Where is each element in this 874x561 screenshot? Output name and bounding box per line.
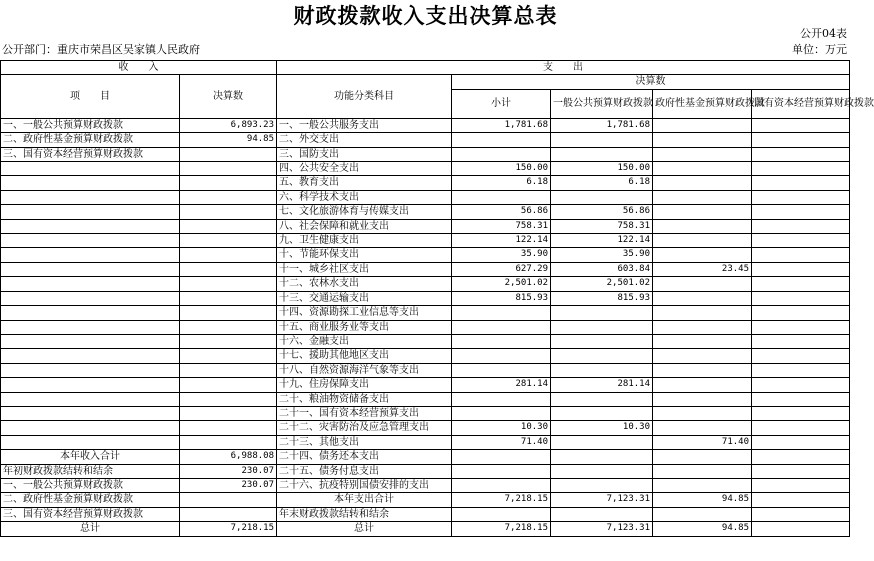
income-value-cell: 230.07 — [180, 478, 277, 492]
table-row — [1, 507, 850, 521]
subtotal-cell: 281.14 — [452, 378, 551, 392]
gov-fund-cell — [653, 349, 752, 363]
subtotal-cell: 758.31 — [452, 219, 551, 233]
income-value-cell — [180, 234, 277, 248]
gov-fund-header: 政府性基金预算财政拨款 — [653, 89, 752, 118]
subtotal-cell: 2,501.02 — [452, 277, 551, 291]
subtotal-cell: 56.86 — [452, 205, 551, 219]
subtotal-cell — [452, 133, 551, 147]
income-value-cell: 94.85 — [180, 133, 277, 147]
gov-fund-cell — [653, 234, 752, 248]
income-value-cell — [180, 334, 277, 348]
subtotal-cell — [452, 334, 551, 348]
income-value-cell: 6,893.23 — [180, 118, 277, 132]
general-budget-cell — [551, 306, 653, 320]
income-item-cell — [1, 219, 180, 233]
state-capital-cell — [752, 234, 850, 248]
table-row — [1, 277, 850, 291]
table-row — [1, 406, 850, 420]
table-row — [1, 421, 850, 435]
expense-item-cell: 本年支出合计 — [277, 493, 452, 507]
state-capital-cell — [752, 190, 850, 204]
income-item-cell — [1, 320, 180, 334]
gov-fund-cell — [653, 306, 752, 320]
income-value-cell — [180, 349, 277, 363]
income-item-cell — [1, 363, 180, 377]
table-row — [1, 450, 850, 464]
general-budget-cell — [551, 435, 653, 449]
table-row — [1, 320, 850, 334]
income-item-cell — [1, 392, 180, 406]
income-item-cell — [1, 349, 180, 363]
general-budget-header: 一般公共预算财政拨款 — [551, 89, 653, 118]
income-item-cell — [1, 291, 180, 305]
income-item-cell — [1, 205, 180, 219]
general-budget-cell: 7,123.31 — [551, 522, 653, 536]
subtotal-cell — [452, 464, 551, 478]
table-row — [1, 349, 850, 363]
state-capital-cell — [752, 378, 850, 392]
income-value-cell — [180, 219, 277, 233]
form-number: 公开04表 — [800, 27, 847, 40]
final-amount-group-header: 决算数 — [452, 75, 850, 89]
expense-item-cell: 十二、农林水支出 — [277, 277, 452, 291]
income-item-cell — [1, 234, 180, 248]
subtotal-cell: 1,781.68 — [452, 118, 551, 132]
income-item-cell — [1, 162, 180, 176]
gov-fund-cell — [653, 219, 752, 233]
gov-fund-cell — [653, 392, 752, 406]
general-budget-cell — [551, 190, 653, 204]
table-row — [1, 378, 850, 392]
table-row — [1, 392, 850, 406]
state-capital-cell — [752, 176, 850, 190]
income-value-cell — [180, 363, 277, 377]
expense-item-cell: 二十二、灾害防治及应急管理支出 — [277, 421, 452, 435]
state-capital-cell — [752, 478, 850, 492]
general-budget-cell — [551, 320, 653, 334]
state-capital-cell — [752, 262, 850, 276]
gov-fund-cell — [653, 421, 752, 435]
expense-item-cell: 三、国防支出 — [277, 147, 452, 161]
table-row — [1, 147, 850, 161]
income-item-cell: 一、一般公共预算财政拨款 — [1, 478, 180, 492]
expense-item-cell: 二十四、债务还本支出 — [277, 450, 452, 464]
state-capital-cell — [752, 493, 850, 507]
expense-item-cell: 二十、粮油物资储备支出 — [277, 392, 452, 406]
subtotal-cell: 122.14 — [452, 234, 551, 248]
gov-fund-cell — [653, 464, 752, 478]
income-value-cell — [180, 493, 277, 507]
state-capital-cell — [752, 406, 850, 420]
income-item-cell: 三、国有资本经营预算财政拨款 — [1, 507, 180, 521]
general-budget-cell — [551, 392, 653, 406]
state-capital-cell — [752, 205, 850, 219]
general-budget-cell: 122.14 — [551, 234, 653, 248]
income-value-cell — [180, 392, 277, 406]
general-budget-cell: 281.14 — [551, 378, 653, 392]
general-budget-cell: 815.93 — [551, 291, 653, 305]
subtotal-cell: 627.29 — [452, 262, 551, 276]
state-capital-cell — [752, 306, 850, 320]
state-capital-cell — [752, 392, 850, 406]
income-value-cell — [180, 306, 277, 320]
expense-item-cell: 八、社会保障和就业支出 — [277, 219, 452, 233]
expense-item-cell: 二十一、国有资本经营预算支出 — [277, 406, 452, 420]
table-row — [1, 162, 850, 176]
gov-fund-cell — [653, 507, 752, 521]
subtotal-header: 小计 — [452, 89, 551, 118]
income-item-cell: 三、国有资本经营预算财政拨款 — [1, 147, 180, 161]
income-value-cell — [180, 435, 277, 449]
table-row — [1, 493, 850, 507]
table-row — [1, 118, 850, 132]
budget-table — [0, 60, 874, 537]
state-capital-cell — [752, 507, 850, 521]
subtotal-cell: 35.90 — [452, 248, 551, 262]
income-item-cell: 二、政府性基金预算财政拨款 — [1, 133, 180, 147]
state-capital-cell — [752, 421, 850, 435]
expense-item-cell: 十七、援助其他地区支出 — [277, 349, 452, 363]
state-capital-cell — [752, 277, 850, 291]
expense-header: 支 出 — [277, 61, 850, 75]
expense-item-cell: 二十六、抗疫特别国债安排的支出 — [277, 478, 452, 492]
income-item-cell — [1, 334, 180, 348]
general-budget-cell: 2,501.02 — [551, 277, 653, 291]
table-row — [1, 334, 850, 348]
income-value-cell — [180, 277, 277, 291]
general-budget-cell: 6.18 — [551, 176, 653, 190]
subtotal-cell: 6.18 — [452, 176, 551, 190]
subtotal-cell — [452, 147, 551, 161]
table-row — [1, 133, 850, 147]
income-value-cell — [180, 205, 277, 219]
state-capital-cell — [752, 162, 850, 176]
general-budget-cell — [551, 507, 653, 521]
general-budget-cell — [551, 363, 653, 377]
gov-fund-cell — [653, 406, 752, 420]
table-row — [1, 219, 850, 233]
income-value-cell — [180, 406, 277, 420]
general-budget-cell — [551, 450, 653, 464]
table-row — [1, 435, 850, 449]
table-row — [1, 176, 850, 190]
subtotal-cell: 7,218.15 — [452, 522, 551, 536]
expense-item-cell: 十、节能环保支出 — [277, 248, 452, 262]
state-capital-header: 国有资本经营预算财政拨款 — [752, 89, 850, 118]
expense-item-cell: 二、外交支出 — [277, 133, 452, 147]
gov-fund-cell — [653, 320, 752, 334]
item-header: 项 目 — [1, 75, 180, 118]
income-value-cell — [180, 421, 277, 435]
income-item-cell — [1, 176, 180, 190]
general-budget-cell: 150.00 — [551, 162, 653, 176]
general-budget-cell: 758.31 — [551, 219, 653, 233]
state-capital-cell — [752, 450, 850, 464]
income-item-cell — [1, 248, 180, 262]
general-budget-cell — [551, 349, 653, 363]
income-item-cell — [1, 421, 180, 435]
state-capital-cell — [752, 320, 850, 334]
gov-fund-cell — [653, 291, 752, 305]
state-capital-cell — [752, 435, 850, 449]
gov-fund-cell — [653, 450, 752, 464]
gov-fund-cell — [653, 363, 752, 377]
state-capital-cell — [752, 464, 850, 478]
gov-fund-cell — [653, 205, 752, 219]
income-value-cell — [180, 507, 277, 521]
income-value-cell — [180, 190, 277, 204]
expense-item-cell: 九、卫生健康支出 — [277, 234, 452, 248]
gov-fund-cell: 94.85 — [653, 522, 752, 536]
income-item-cell — [1, 262, 180, 276]
gov-fund-cell — [653, 277, 752, 291]
income-item-cell — [1, 306, 180, 320]
gov-fund-cell — [653, 176, 752, 190]
gov-fund-cell — [653, 133, 752, 147]
table-row — [1, 190, 850, 204]
expense-item-cell: 十六、金融支出 — [277, 334, 452, 348]
income-item-cell — [1, 190, 180, 204]
subtotal-cell — [452, 478, 551, 492]
expense-item-cell: 四、公共安全支出 — [277, 162, 452, 176]
subtotal-cell — [452, 507, 551, 521]
subtotal-cell — [452, 406, 551, 420]
expense-item-cell: 总计 — [277, 522, 452, 536]
table-row — [1, 248, 850, 262]
gov-fund-cell — [653, 248, 752, 262]
income-header: 收 入 — [1, 61, 277, 75]
general-budget-cell: 35.90 — [551, 248, 653, 262]
income-value-cell — [180, 291, 277, 305]
expense-item-cell: 年末财政拨款结转和结余 — [277, 507, 452, 521]
state-capital-cell — [752, 219, 850, 233]
table-row — [1, 363, 850, 377]
subtotal-cell: 71.40 — [452, 435, 551, 449]
income-item-cell — [1, 277, 180, 291]
gov-fund-cell — [653, 118, 752, 132]
subtotal-cell: 7,218.15 — [452, 493, 551, 507]
income-value-cell — [180, 248, 277, 262]
income-value-cell — [180, 320, 277, 334]
expense-item-cell: 七、文化旅游体育与传媒支出 — [277, 205, 452, 219]
subtotal-cell — [452, 349, 551, 363]
table-row — [1, 205, 850, 219]
expense-item-cell: 十五、商业服务业等支出 — [277, 320, 452, 334]
expense-item-cell: 十九、住房保障支出 — [277, 378, 452, 392]
gov-fund-cell — [653, 378, 752, 392]
general-budget-cell — [551, 133, 653, 147]
table-row — [1, 478, 850, 492]
department-label: 公开部门：重庆市荣昌区吴家镇人民政府 — [2, 43, 200, 56]
expense-item-cell: 十一、城乡社区支出 — [277, 262, 452, 276]
gov-fund-cell: 71.40 — [653, 435, 752, 449]
page-title: 财政拨款收入支出决算总表 — [293, 3, 558, 28]
expense-item-cell: 二十三、其他支出 — [277, 435, 452, 449]
income-item-cell: 二、政府性基金预算财政拨款 — [1, 493, 180, 507]
expense-item-cell: 二十五、债务付息支出 — [277, 464, 452, 478]
income-value-cell: 7,218.15 — [180, 522, 277, 536]
income-item-cell: 一、一般公共预算财政拨款 — [1, 118, 180, 132]
state-capital-cell — [752, 147, 850, 161]
subtotal-cell — [452, 306, 551, 320]
income-value-cell — [180, 378, 277, 392]
unit-label: 单位：万元 — [792, 43, 847, 56]
table-row — [1, 522, 850, 536]
table-row — [1, 291, 850, 305]
income-value-cell: 230.07 — [180, 464, 277, 478]
state-capital-cell — [752, 248, 850, 262]
state-capital-cell — [752, 118, 850, 132]
general-budget-cell: 10.30 — [551, 421, 653, 435]
table-row — [1, 306, 850, 320]
income-item-cell: 年初财政拨款结转和结余 — [1, 464, 180, 478]
general-budget-cell — [551, 478, 653, 492]
table-row — [1, 464, 850, 478]
subtotal-cell — [452, 392, 551, 406]
gov-fund-cell: 23.45 — [653, 262, 752, 276]
income-value-cell — [180, 147, 277, 161]
subtotal-cell: 150.00 — [452, 162, 551, 176]
gov-fund-cell: 94.85 — [653, 493, 752, 507]
general-budget-cell: 56.86 — [551, 205, 653, 219]
gov-fund-cell — [653, 334, 752, 348]
state-capital-cell — [752, 363, 850, 377]
table-row — [1, 262, 850, 276]
state-capital-cell — [752, 349, 850, 363]
final-amount-header: 决算数 — [180, 75, 277, 118]
general-budget-cell: 603.84 — [551, 262, 653, 276]
subtotal-cell — [452, 190, 551, 204]
expense-item-cell: 十三、交通运输支出 — [277, 291, 452, 305]
state-capital-cell — [752, 522, 850, 536]
general-budget-cell — [551, 147, 653, 161]
general-budget-cell — [551, 334, 653, 348]
table-row — [1, 234, 850, 248]
subtotal-cell: 815.93 — [452, 291, 551, 305]
subtotal-cell — [452, 320, 551, 334]
subtotal-cell — [452, 363, 551, 377]
state-capital-cell — [752, 291, 850, 305]
state-capital-cell — [752, 334, 850, 348]
income-value-cell — [180, 162, 277, 176]
subtotal-cell — [452, 450, 551, 464]
general-budget-cell: 1,781.68 — [551, 118, 653, 132]
subtotal-cell: 10.30 — [452, 421, 551, 435]
expense-item-cell: 六、科学技术支出 — [277, 190, 452, 204]
income-item-cell — [1, 435, 180, 449]
general-budget-cell — [551, 406, 653, 420]
income-item-cell — [1, 406, 180, 420]
income-item-cell: 本年收入合计 — [1, 450, 180, 464]
expense-item-cell: 五、教育支出 — [277, 176, 452, 190]
income-value-cell — [180, 176, 277, 190]
state-capital-cell — [752, 133, 850, 147]
general-budget-cell — [551, 464, 653, 478]
gov-fund-cell — [653, 162, 752, 176]
func-category-header: 功能分类科目 — [277, 75, 452, 118]
expense-item-cell: 十四、资源勘探工业信息等支出 — [277, 306, 452, 320]
expense-item-cell: 一、一般公共服务支出 — [277, 118, 452, 132]
income-item-cell: 总计 — [1, 522, 180, 536]
general-budget-cell: 7,123.31 — [551, 493, 653, 507]
income-value-cell: 6,988.08 — [180, 450, 277, 464]
gov-fund-cell — [653, 478, 752, 492]
gov-fund-cell — [653, 147, 752, 161]
income-value-cell — [180, 262, 277, 276]
gov-fund-cell — [653, 190, 752, 204]
expense-item-cell: 十八、自然资源海洋气象等支出 — [277, 363, 452, 377]
income-item-cell — [1, 378, 180, 392]
